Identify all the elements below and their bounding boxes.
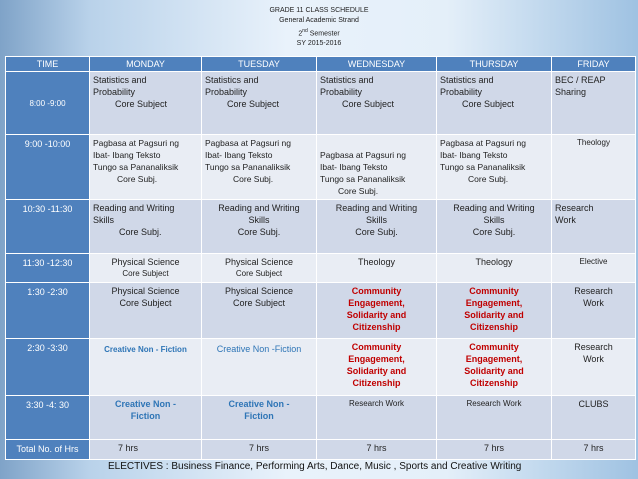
time-cell: 9:00 -10:00 [6,135,90,200]
cell-tuesday: Creative Non -Fiction [202,339,317,396]
col-tuesday: TUESDAY [202,57,317,72]
cell-monday: Creative Non - Fiction [90,396,202,440]
cell-monday: Statistics and Probability Core Subject [90,72,202,135]
table-header-row [6,57,636,72]
table-row-total [6,440,636,460]
cell-tuesday: Creative Non - Fiction [202,396,317,440]
schedule-table [5,56,636,460]
col-friday: FRIDAY [552,57,636,72]
time-cell: 10:30 -11:30 [6,200,90,254]
cell-monday: Reading and Writing Skills Core Subj. [90,200,202,254]
cell-tuesday: Physical Science Core Subject [202,254,317,283]
table-row [6,72,636,135]
cell-friday: Theology [552,135,636,200]
cell-thursday: Pagbasa at Pagsuri ng Ibat- Ibang Teksto Tungo sa Pananaliksik Core Subj. [437,135,552,200]
time-cell: 8:00 -9:00 [6,72,90,135]
cell-tuesday: Reading and Writing Skills Core Subj. [202,200,317,254]
col-monday: MONDAY [90,57,202,72]
time-cell: 11:30 -12:30 [6,254,90,283]
cell-wednesday: Statistics and Probability Core Subject [317,72,437,135]
time-cell: 1:30 -2:30 [6,283,90,339]
cell-thursday: Community Engagement, Solidarity and Citizenship [437,283,552,339]
cell-monday: Pagbasa at Pagsuri ng Ibat- Ibang Teksto Tungo sa Pananaliksik Core Subj. [90,135,202,200]
col-thursday: THURSDAY [437,57,552,72]
total-wednesday: 7 hrs [317,440,437,460]
table-row [6,339,636,396]
cell-tuesday: Physical Science Core Subject [202,283,317,339]
cell-thursday: Research Work [437,396,552,440]
electives-footer: ELECTIVES : Business Finance, Performing Arts, Dance, Music , Sports and Creative Writing [108,461,522,472]
cell-friday: Research Work [552,200,636,254]
cell-wednesday: Theology [317,254,437,283]
time-cell: 3:30 -4: 30 [6,396,90,440]
cell-wednesday: Reading and Writing Skills Core Subj. [317,200,437,254]
cell-thursday: Theology [437,254,552,283]
cell-monday: Physical Science Core Subject [90,254,202,283]
total-monday: 7 hrs [90,440,202,460]
table-row [6,200,636,254]
cell-friday: Research Work [552,339,636,396]
total-tuesday: 7 hrs [202,440,317,460]
header-strand: General Academic Strand [279,17,359,24]
cell-thursday: Community Engagement, Solidarity and Citizenship [437,339,552,396]
time-cell: 2:30 -3:30 [6,339,90,396]
cell-thursday: Reading and Writing Skills Core Subj. [437,200,552,254]
cell-wednesday: Research Work [317,396,437,440]
total-thursday: 7 hrs [437,440,552,460]
col-wednesday: WEDNESDAY [317,57,437,72]
total-friday: 7 hrs [552,440,636,460]
col-time: TIME [6,57,90,72]
cell-wednesday: Community Engagement, Solidarity and Citizenship [317,283,437,339]
cell-tuesday: Statistics and Probability Core Subject [202,72,317,135]
header-semester: 2nd Semester [298,28,340,38]
header-school-year: SY 2015-2016 [296,40,342,48]
cell-friday: CLUBS [552,396,636,440]
cell-friday: BEC / REAP Sharing [552,72,636,135]
header-title: GRADE 11 CLASS SCHEDULE [269,7,369,14]
cell-tuesday: Pagbasa at Pagsuri ng Ibat- Ibang Teksto Tungo sa Pananaliksik Core Subj. [202,135,317,200]
cell-friday: Research Work [552,283,636,339]
table-row [6,135,636,200]
cell-wednesday: Community Engagement, Solidarity and Citizenship [317,339,437,396]
table-row [6,254,636,283]
table-row [6,396,636,440]
cell-monday: Creative Non - Fiction [90,339,202,396]
cell-friday: Elective [552,254,636,283]
table-row [6,283,636,339]
schedule-header [0,6,638,49]
total-label: Total No. of Hrs [6,440,90,460]
cell-thursday: Statistics and Probability Core Subject [437,72,552,135]
cell-monday: Physical Science Core Subject [90,283,202,339]
cell-wednesday: Pagbasa at Pagsuri ng Ibat- Ibang Teksto Tungo sa Pananaliksik Core Subj. [317,135,437,200]
